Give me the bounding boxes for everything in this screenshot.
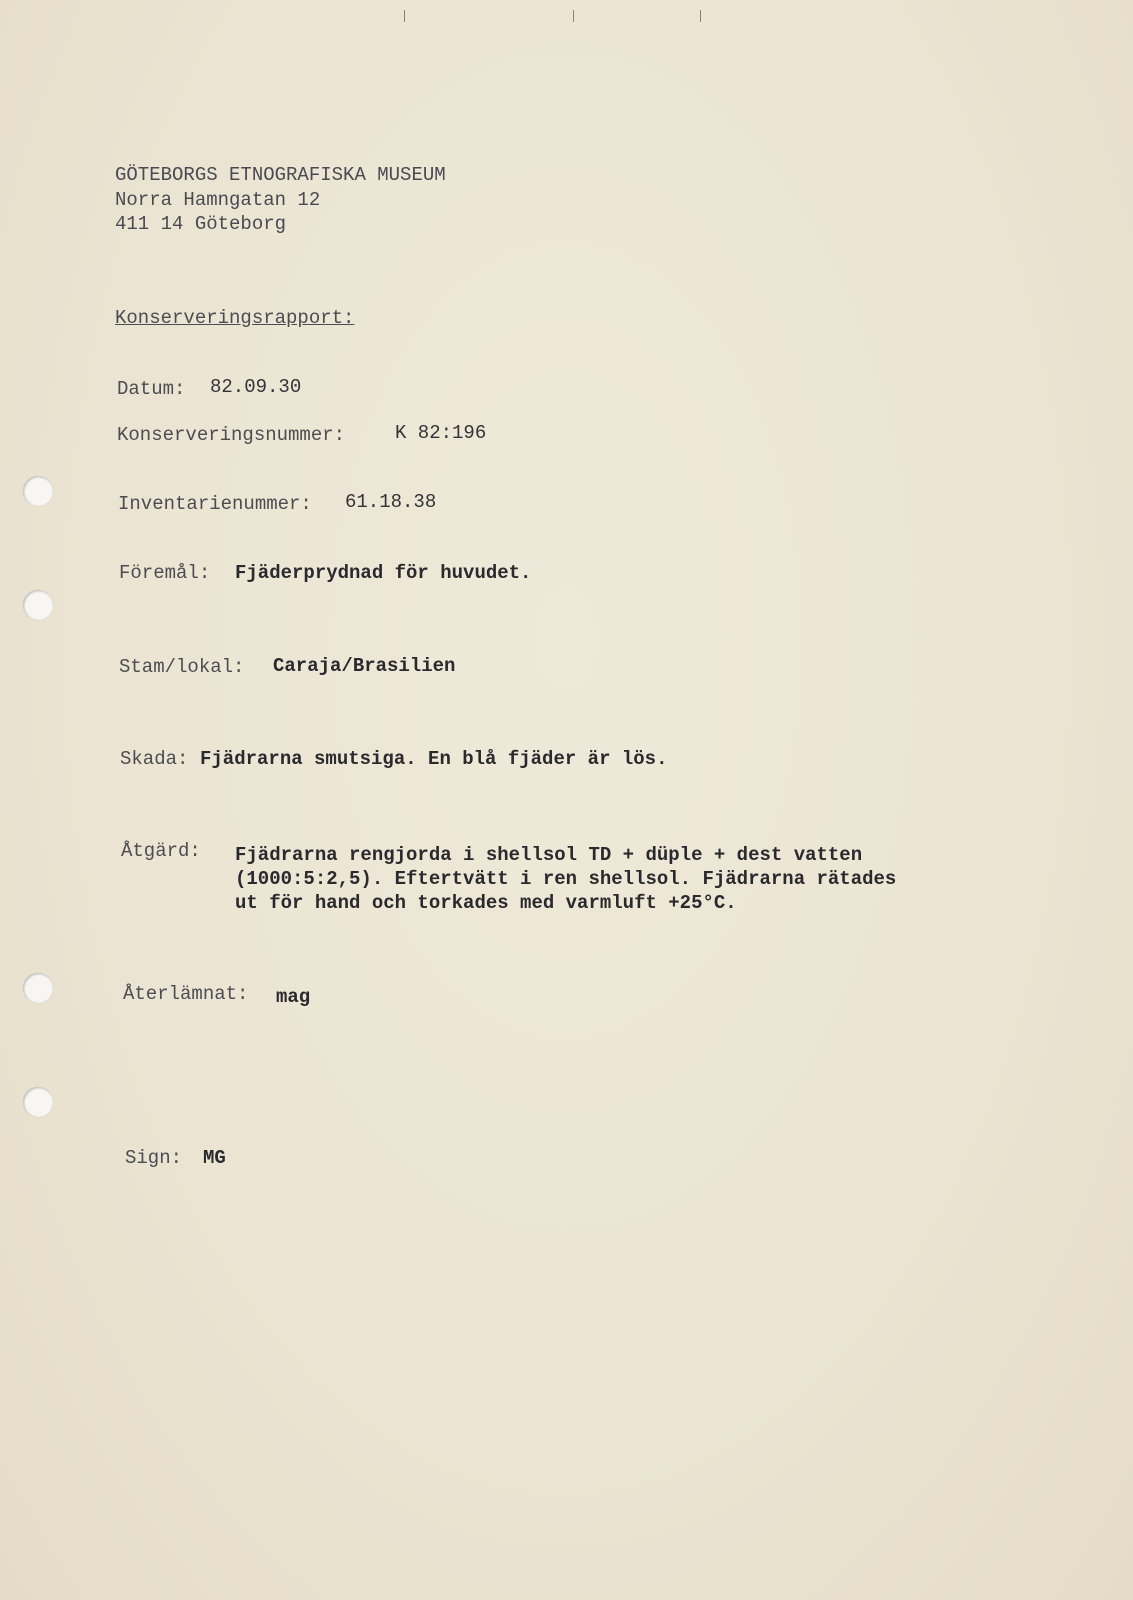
paper-mark: [404, 10, 405, 22]
museum-letterhead: [115, 163, 446, 237]
letterhead-name: GÖTEBORGS ETNOGRAFISKA MUSEUM: [115, 164, 446, 186]
paper-mark: [700, 10, 701, 22]
datum-value: 82.09.30: [210, 376, 302, 398]
letterhead-street: Norra Hamngatan 12: [115, 188, 321, 211]
punch-hole: [23, 590, 53, 620]
stam-lokal-label: Stam/lokal:: [119, 656, 245, 678]
punch-hole: [23, 973, 53, 1003]
inventarienummer-value: 61.18.38: [345, 491, 437, 513]
punch-hole: [23, 1087, 53, 1117]
foremal-value: Fjäderprydnad för huvudet.: [235, 562, 532, 584]
atgard-label: Åtgärd:: [121, 840, 201, 862]
foremal-label: Föremål:: [119, 562, 211, 584]
atgard-description: [235, 843, 896, 915]
atgard-line: Fjädrarna rengjorda i shellsol TD + düple + dest vatten: [235, 844, 863, 866]
datum-label: Datum:: [117, 378, 186, 400]
sign-label: Sign:: [125, 1147, 183, 1169]
skada-value: Fjädrarna smutsiga. En blå fjäder är lös.: [200, 748, 668, 770]
sign-value: MG: [203, 1147, 226, 1169]
atgard-line: ut för hand och torkades med varmluft +25°C.: [235, 892, 737, 914]
paper-mark: [573, 10, 574, 22]
letterhead-city: 411 14 Göteborg: [115, 213, 287, 235]
report-title: Konserveringsrapport:: [115, 307, 355, 329]
stam-lokal-value: Caraja/Brasilien: [273, 655, 456, 677]
atgard-line: (1000:5:2,5). Eftertvätt i ren shellsol. Fjädrarna rätades: [235, 868, 897, 890]
aterlamnat-label: Återlämnat:: [123, 983, 249, 1005]
inventarienummer-label: Inventarienummer:: [118, 493, 312, 515]
skada-label: Skada:: [120, 748, 189, 770]
konserveringsnummer-value: K 82:196: [395, 422, 487, 444]
konserveringsnummer-label: Konserveringsnummer:: [117, 424, 346, 446]
aterlamnat-value: mag: [276, 986, 311, 1008]
punch-hole: [23, 476, 53, 506]
